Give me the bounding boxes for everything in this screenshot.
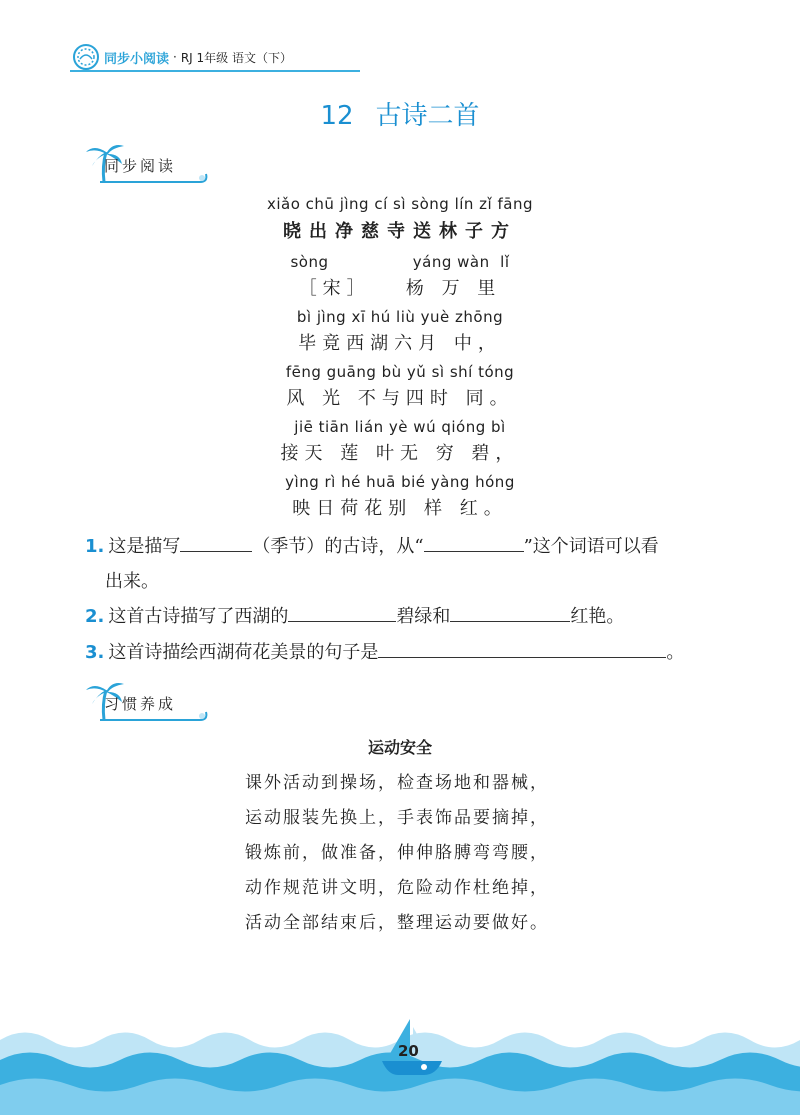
question-3-number: 3.: [85, 642, 105, 663]
question-1-text-a: 这是描写: [108, 536, 181, 557]
poem-line-4-pinyin: yìng rì hé huā bié yàng hóng: [285, 473, 515, 491]
question-2-text-a: 这首古诗描写了西湖的: [108, 606, 289, 627]
answer-blank-2b[interactable]: [450, 603, 570, 622]
page-number: 20: [398, 1042, 419, 1060]
answer-blank-2a[interactable]: [288, 603, 396, 622]
poem-line-2-pinyin: fēng guāng bù yǔ sì shí tóng: [285, 363, 515, 381]
answer-blank-1b[interactable]: [424, 533, 524, 552]
question-3: [85, 638, 684, 664]
poem-line-1: 毕竟西湖六月 中，: [298, 333, 502, 354]
question-1: [85, 532, 659, 558]
question-1-number: 1.: [85, 536, 105, 557]
poem-author: ［宋］ 杨 万 里: [298, 278, 502, 299]
running-header: [72, 44, 292, 70]
grade-subject: RJ 1年级 语文（下）: [180, 50, 292, 65]
series-name: 同步小阅读: [104, 51, 170, 67]
poem-title-pinyin: xiǎo chū jìng cí sì sòng lín zǐ fāng: [267, 195, 533, 213]
answer-blank-1a[interactable]: [180, 533, 252, 552]
question-1-text-b: （季节）的古诗，从“: [252, 536, 424, 557]
lesson-number: 12: [320, 101, 354, 131]
question-2-text-b: 碧绿和: [396, 606, 451, 627]
question-1-text-c: ”这个词语可以看: [523, 536, 659, 557]
poem-author-pinyin: sòng yáng wàn lǐ: [290, 253, 510, 271]
question-2: [85, 602, 624, 628]
section-label-habit: 习惯养成: [104, 695, 177, 713]
question-2-text-c: 红艳。: [570, 606, 625, 627]
question-1-continued: 出来。: [105, 571, 159, 592]
poem-title: 晓出净慈寺送林子方: [283, 221, 517, 242]
section-label-reading: 同步阅读: [104, 157, 177, 175]
question-2-number: 2.: [85, 606, 105, 627]
poem-line-1-pinyin: bì jìng xī hú liù yuè zhōng: [296, 308, 504, 326]
rhyme-line-3: 锻炼前，做准备，伸伸胳膊弯弯腰，: [245, 843, 549, 863]
rhyme-title: 运动安全: [367, 738, 432, 757]
header-rule: [70, 70, 360, 72]
rhyme-line-1: 课外活动到操场，检查场地和器械，: [245, 773, 549, 793]
section-badge-habit: [82, 678, 212, 722]
question-3-text-b: 。: [666, 642, 685, 663]
poem-line-3: 接天 莲 叶无 穷 碧，: [280, 443, 520, 464]
section-badge-reading: [82, 140, 212, 184]
poem-line-3-pinyin: jiē tiān lián yè wú qióng bì: [294, 418, 506, 436]
answer-blank-3[interactable]: [378, 639, 666, 658]
header-dot: ·: [173, 50, 177, 64]
poem-line-2: 风 光 不与四时 同。: [286, 388, 514, 409]
poem-line-4: 映日荷花别 样 红。: [292, 498, 508, 519]
book-series-logo-icon: [72, 43, 100, 71]
rhyme-line-5: 活动全部结束后，整理运动要做好。: [245, 913, 549, 933]
rhyme-line-2: 运动服装先换上，手表饰品要摘掉，: [245, 808, 549, 828]
question-3-text-a: 这首诗描绘西湖荷花美景的句子是: [108, 642, 379, 663]
lesson-title: [0, 95, 800, 132]
rhyme-line-4: 动作规范讲文明，危险动作杜绝掉，: [245, 878, 549, 898]
lesson-name: 古诗二首: [375, 101, 480, 131]
